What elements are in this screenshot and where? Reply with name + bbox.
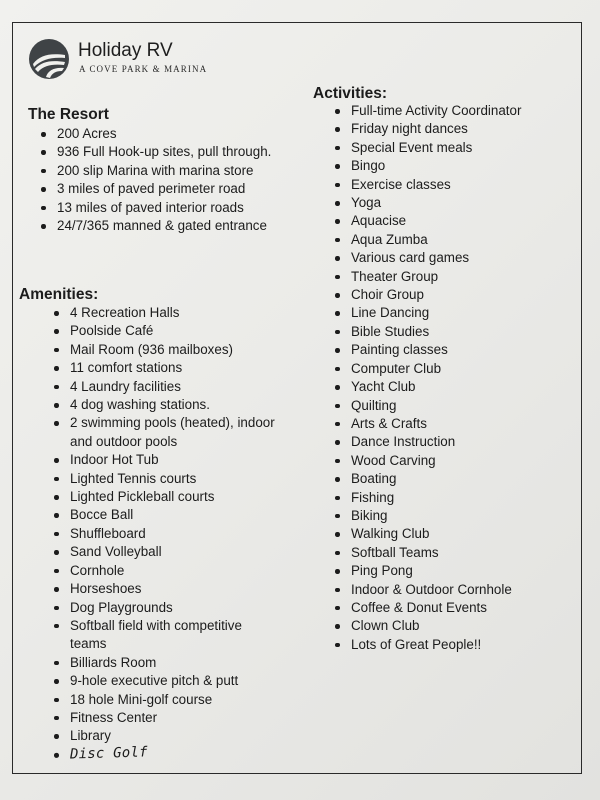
list-item: Theater Group xyxy=(331,268,576,286)
list-item: 2 swimming pools (heated), indoor and outdoor pools xyxy=(50,414,280,451)
list-item: Painting classes xyxy=(331,341,576,359)
handwritten-list-item: Disc Golf xyxy=(50,740,280,764)
list-item: Various card games xyxy=(331,249,576,267)
list-item: Wood Carving xyxy=(331,452,576,470)
list-item: Billiards Room xyxy=(50,654,280,672)
list-item: Walking Club xyxy=(331,525,576,543)
list-item: Poolside Café xyxy=(50,322,280,340)
list-item: Choir Group xyxy=(331,286,576,304)
list-item: Coffee & Donut Events xyxy=(331,599,576,617)
list-item: Softball field with competitive teams xyxy=(50,617,280,654)
resort-list xyxy=(37,125,277,235)
list-item: 24/7/365 manned & gated entrance xyxy=(37,217,277,235)
list-item: Fishing xyxy=(331,489,576,507)
list-item: 18 hole Mini-golf course xyxy=(50,691,280,709)
list-item: Dance Instruction xyxy=(331,433,576,451)
list-item: Aqua Zumba xyxy=(331,231,576,249)
list-item: Boating xyxy=(331,470,576,488)
amenities-list xyxy=(50,304,280,764)
list-item: Horseshoes xyxy=(50,580,280,598)
list-item: Library xyxy=(50,727,280,745)
list-item: 200 slip Marina with marina store xyxy=(37,162,277,180)
list-item: Sand Volleyball xyxy=(50,543,280,561)
list-item: 4 Recreation Halls xyxy=(50,304,280,322)
list-item: Exercise classes xyxy=(331,176,576,194)
list-item: Special Event meals xyxy=(331,139,576,157)
list-item: Computer Club xyxy=(331,360,576,378)
list-item: Quilting xyxy=(331,397,576,415)
list-item: Mail Room (936 mailboxes) xyxy=(50,341,280,359)
list-item: 4 Laundry facilities xyxy=(50,378,280,396)
list-item: Bocce Ball xyxy=(50,506,280,524)
resort-heading: The Resort xyxy=(28,106,109,123)
list-item: Line Dancing xyxy=(331,304,576,322)
list-item: 3 miles of paved perimeter road xyxy=(37,180,277,198)
brand-title: Holiday RV xyxy=(78,40,173,61)
list-item: Lighted Tennis courts xyxy=(50,470,280,488)
list-item: Biking xyxy=(331,507,576,525)
list-item: 13 miles of paved interior roads xyxy=(37,199,277,217)
list-item: 200 Acres xyxy=(37,125,277,143)
list-item: Lighted Pickleball courts xyxy=(50,488,280,506)
list-item: 4 dog washing stations. xyxy=(50,396,280,414)
list-item: Bingo xyxy=(331,157,576,175)
list-item: Lots of Great People!! xyxy=(331,636,576,654)
list-item: Aquacise xyxy=(331,212,576,230)
list-item: Softball Teams xyxy=(331,544,576,562)
brand-subtitle: A COVE PARK & MARINA xyxy=(79,64,208,74)
cove-wave-logo-icon xyxy=(28,38,70,80)
amenities-heading: Amenities: xyxy=(19,286,99,303)
list-item: Shuffleboard xyxy=(50,525,280,543)
list-item: Yoga xyxy=(331,194,576,212)
list-item: Clown Club xyxy=(331,617,576,635)
list-item: Cornhole xyxy=(50,562,280,580)
activities-heading: Activities: xyxy=(313,85,388,102)
list-item: Indoor Hot Tub xyxy=(50,451,280,469)
list-item: 936 Full Hook-up sites, pull through. xyxy=(37,143,277,161)
activities-list xyxy=(331,102,576,654)
list-item: Dog Playgrounds xyxy=(50,599,280,617)
list-item: 9-hole executive pitch & putt xyxy=(50,672,280,690)
list-item: Ping Pong xyxy=(331,562,576,580)
list-item: Friday night dances xyxy=(331,120,576,138)
list-item: Fitness Center xyxy=(50,709,280,727)
list-item: Yacht Club xyxy=(331,378,576,396)
list-item: Bible Studies xyxy=(331,323,576,341)
list-item: Indoor & Outdoor Cornhole xyxy=(331,581,576,599)
list-item: Full-time Activity Coordinator xyxy=(331,102,576,120)
list-item: 11 comfort stations xyxy=(50,359,280,377)
list-item: Arts & Crafts xyxy=(331,415,576,433)
